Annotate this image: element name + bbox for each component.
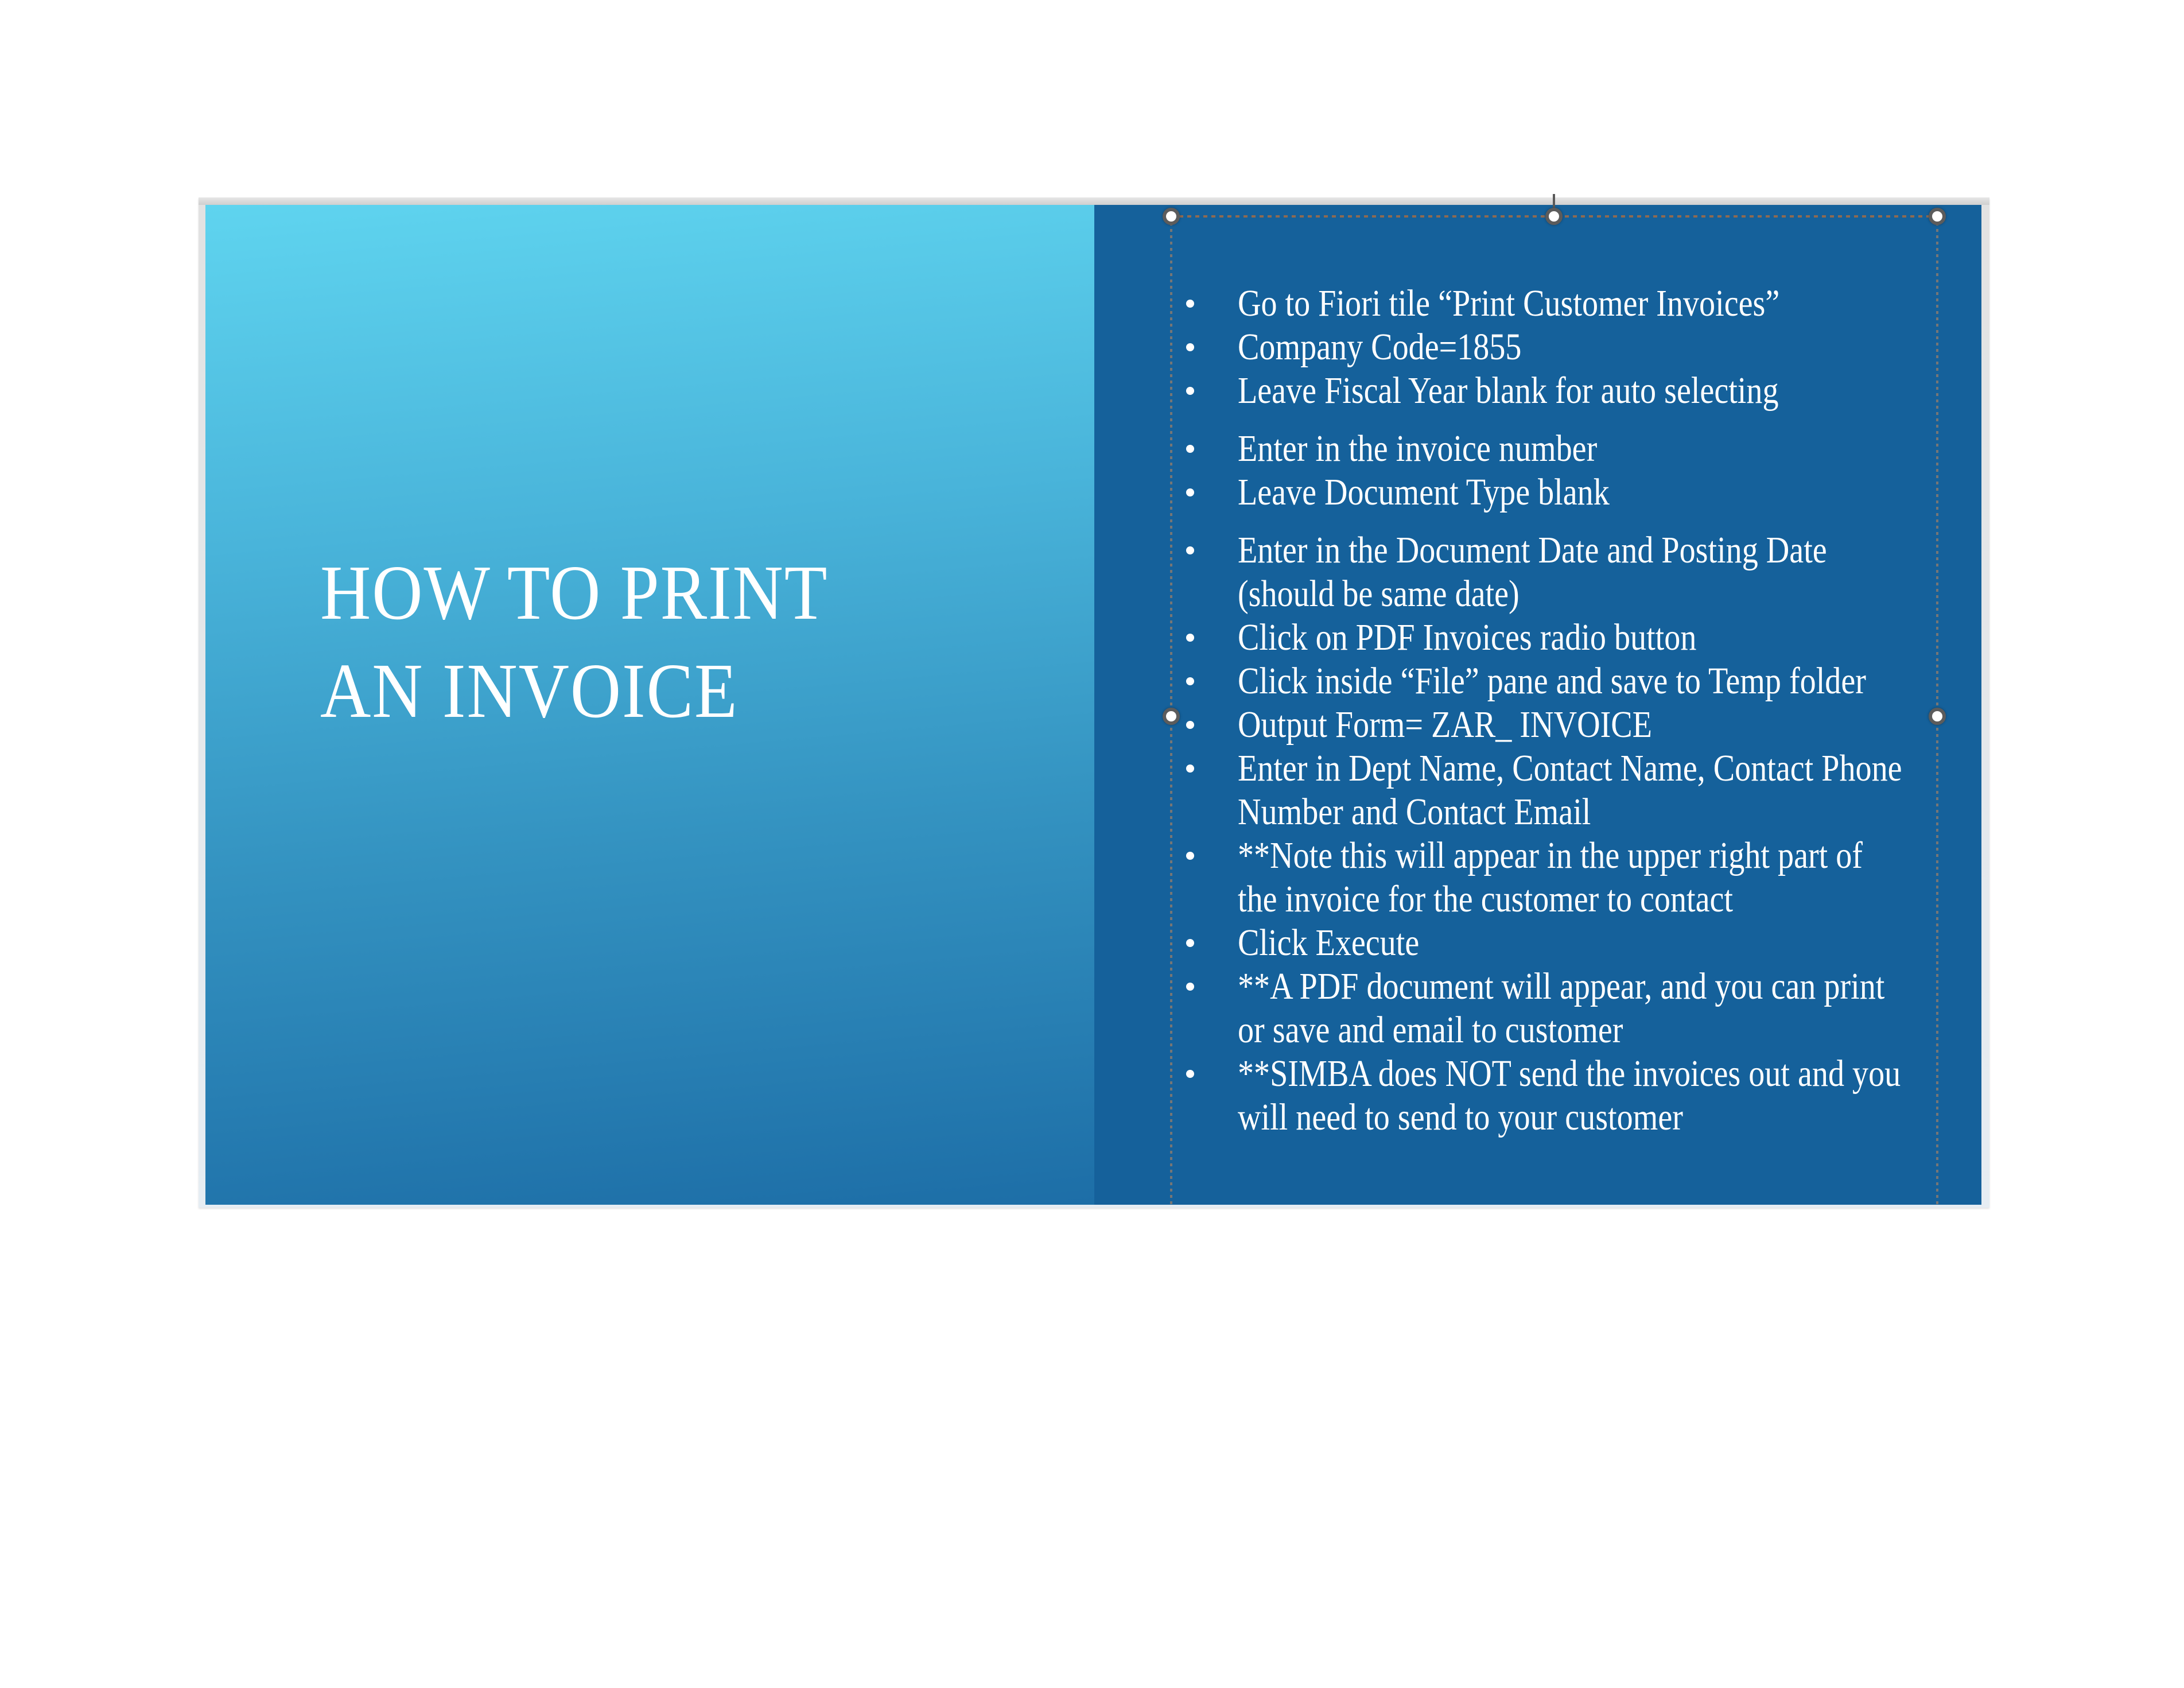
bullet-line: Go to Fiori tile “Print Customer Invoices” [1238, 282, 1780, 324]
bullet-item [1184, 659, 1965, 703]
selection-handle-top-left[interactable] [1163, 208, 1180, 225]
bullet-line: Click on PDF Invoices radio button [1238, 616, 1697, 658]
bullet-line-continuation: or save and email to customer [1238, 1009, 1623, 1051]
bullet-item [1184, 616, 1965, 659]
bullet-item [1184, 427, 1965, 471]
bullet-line: Leave Fiscal Year blank for auto selecting [1238, 370, 1779, 412]
bullet-item [1184, 369, 1965, 413]
bullet-line: Click Execute [1238, 922, 1420, 964]
bullet-line: Enter in Dept Name, Contact Name, Contact Phone [1238, 747, 1902, 789]
bullet-line: **Note this will appear in the upper right part of [1238, 835, 1863, 876]
bullet-item [1184, 703, 1965, 747]
bullet-line: Enter in the invoice number [1238, 428, 1598, 469]
bullet-line-continuation: (should be same date) [1238, 573, 1520, 615]
bullet-group-2 [1184, 427, 1965, 514]
bullet-item [1184, 471, 1965, 514]
bullet-line: Click inside “File” pane and save to Temp folder [1238, 660, 1866, 702]
bullet-item [1184, 747, 1965, 834]
bullet-line: Enter in the Document Date and Posting Date [1238, 529, 1827, 571]
title-panel [205, 205, 1094, 1205]
bullet-list[interactable] [1184, 282, 1965, 1139]
bullet-item [1184, 834, 1965, 921]
bullet-line: **A PDF document will appear, and you can print [1238, 965, 1885, 1007]
bullet-item [1184, 965, 1965, 1052]
bullet-line: **SIMBA does NOT send the invoices out and you [1238, 1053, 1901, 1095]
bullet-item [1184, 325, 1965, 369]
bullet-item [1184, 1052, 1965, 1139]
bullet-line: Company Code=1855 [1238, 326, 1522, 368]
selection-handle-top-right[interactable] [1929, 208, 1946, 225]
slide-title-line-1: HOW TO PRINT [320, 550, 829, 636]
selection-handle-top-center[interactable] [1545, 208, 1563, 225]
bullet-line-continuation: the invoice for the customer to contact [1238, 878, 1734, 920]
bullet-item [1184, 921, 1965, 965]
slide-title[interactable] [320, 544, 885, 740]
bullet-line-continuation: Number and Contact Email [1238, 791, 1591, 833]
bullet-group-1 [1184, 282, 1965, 413]
bullet-item [1184, 282, 1965, 325]
selection-handle-middle-right[interactable] [1929, 708, 1946, 725]
bullet-group-3 [1184, 529, 1965, 1139]
slide-title-line-2: AN INVOICE [320, 648, 739, 734]
bullet-item [1184, 529, 1965, 616]
bullet-line: Output Form= ZAR_ INVOICE [1238, 704, 1652, 746]
bullet-line-continuation: will need to send to your customer [1238, 1096, 1683, 1138]
slide-canvas-frame [199, 197, 1989, 1208]
selection-handle-middle-left[interactable] [1163, 708, 1180, 725]
slide [205, 205, 1981, 1205]
bullet-line: Leave Document Type blank [1238, 471, 1610, 513]
